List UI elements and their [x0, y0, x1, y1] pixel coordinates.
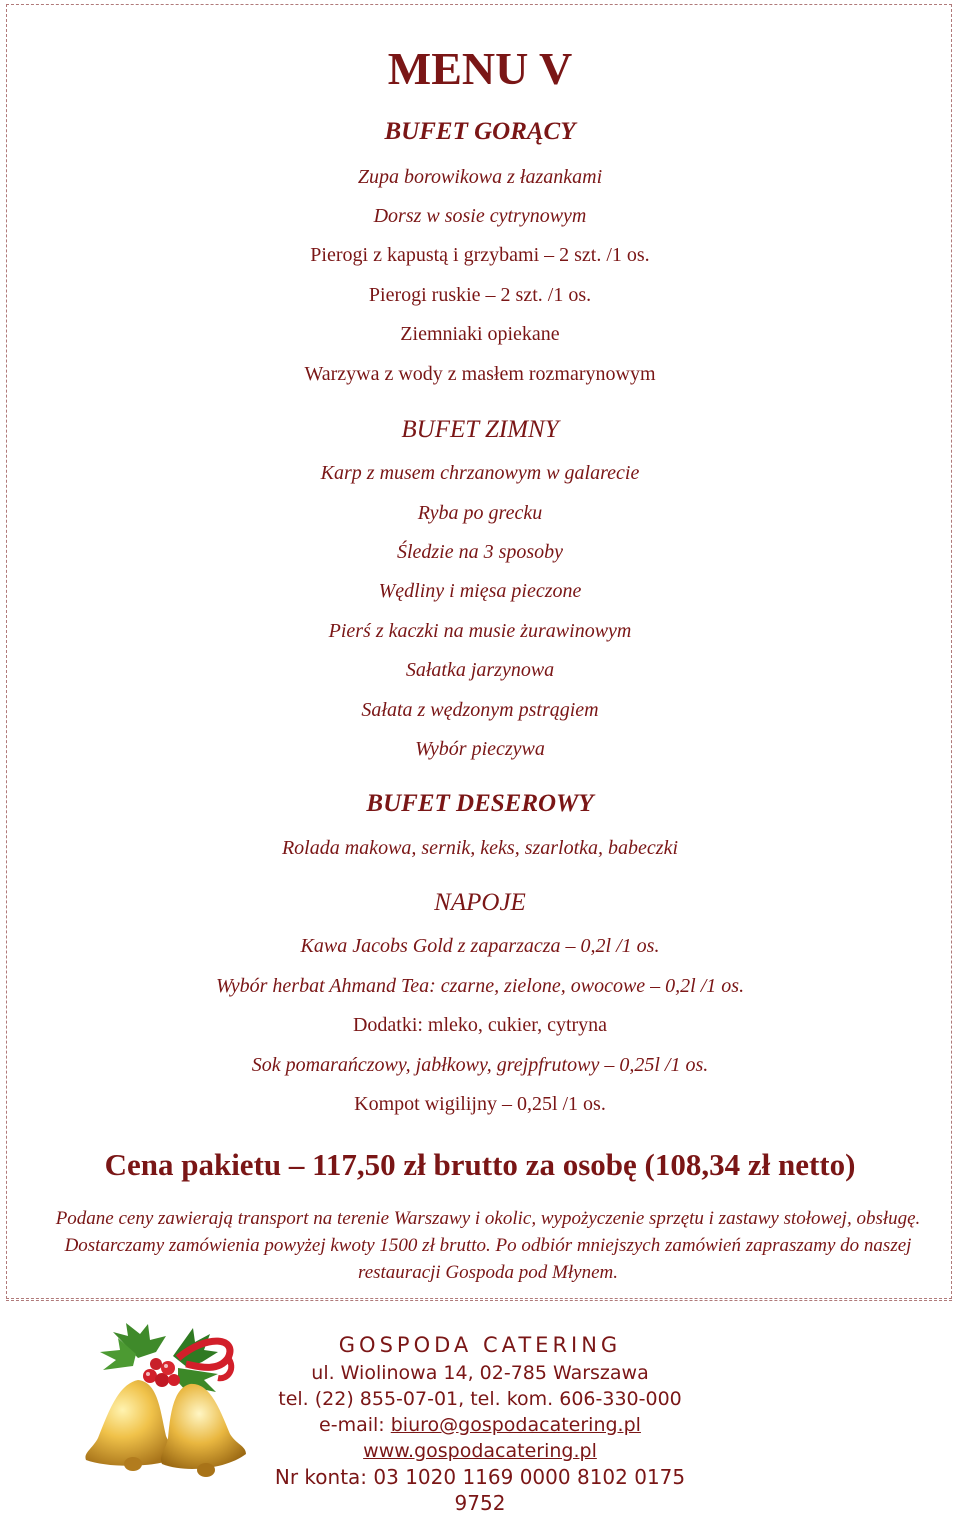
christmas-bells-icon: [78, 1318, 268, 1483]
section-heading-cold: BUFET ZIMNY: [401, 416, 559, 443]
menu-item: Karp z musem chrzanowym w galarecie: [320, 462, 640, 484]
menu-item: Dorsz w sosie cytrynowym: [373, 205, 587, 227]
divider: [6, 1300, 952, 1301]
menu-item: Sok pomarańczowy, jabłkowy, grejpfrutowy – 0,25l /1 os.: [251, 1054, 709, 1076]
menu-item: Pierogi z kapustą i grzybami – 2 szt. /1 os.: [310, 244, 650, 266]
menu-item: Ryba po grecku: [417, 502, 543, 524]
company-phone: tel. (22) 855-07-01, tel. kom. 606-330-000: [278, 1388, 682, 1410]
menu-item: Sałatka jarzynowa: [405, 659, 555, 681]
company-name: GOSPODA CATERING: [338, 1333, 622, 1357]
section-heading-dessert: BUFET DESEROWY: [366, 790, 594, 817]
terms-note: Podane ceny zawierają transport na terenie Warszawy i okolic, wypożyczenie sprzętu i zastawy stołowej, obsługę. Dostarczamy zamówienia powyżej kwoty 1500 zł brutto. Po odbiór mniejszych zamówień zapraszamy do naszej restauracji Gospoda pod Młynem.: [55, 1208, 921, 1283]
menu-item: Ziemniaki opiekane: [400, 323, 560, 345]
menu-item: Pierogi ruskie – 2 szt. /1 os.: [368, 284, 592, 306]
section-heading-hot: BUFET GORĄCY: [384, 118, 576, 145]
bank-account: Nr konta: 03 1020 1169 0000 8102 0175 9752: [274, 1465, 686, 1515]
company-address: ul. Wiolinowa 14, 02-785 Warszawa: [311, 1362, 649, 1384]
menu-item: Kompot wigilijny – 0,25l /1 os.: [354, 1093, 606, 1115]
menu-item: Dodatki: mleko, cukier, cytryna: [352, 1014, 608, 1036]
menu-item: Wybór herbat Ahmand Tea: czarne, zielone, owocowe – 0,2l /1 os.: [215, 975, 745, 997]
company-email-line: [260, 1412, 700, 1438]
menu-item: Warzywa z wody z masłem rozmarynowym: [304, 363, 656, 385]
menu-item: Pierś z kaczki na musie żurawinowym: [328, 620, 632, 642]
section-heading-drinks: NAPOJE: [434, 889, 526, 916]
package-price: Cena pakietu – 117,50 zł brutto za osobę (108,34 zł netto): [104, 1147, 856, 1182]
menu-title: MENU V: [387, 43, 573, 94]
menu-item: Sałata z wędzonym pstrągiem: [361, 699, 599, 721]
menu-item: Kawa Jacobs Gold z zaparzacza – 0,2l /1 os.: [300, 935, 660, 957]
menu-item: Rolada makowa, sernik, keks, szarlotka, babeczki: [281, 837, 679, 859]
menu-item: Wybór pieczywa: [415, 738, 545, 760]
menu-item: Śledzie na 3 sposoby: [396, 541, 564, 563]
website-link[interactable]: www.gospodacatering.pl: [363, 1440, 597, 1462]
email-link[interactable]: biuro@gospodacatering.pl: [390, 1414, 641, 1436]
menu-item: Zupa borowikowa z łazankami: [357, 166, 603, 188]
menu-item: Wędliny i mięsa pieczone: [378, 580, 582, 602]
company-footer: [260, 1330, 700, 1516]
email-label: e-mail:: [319, 1414, 391, 1436]
